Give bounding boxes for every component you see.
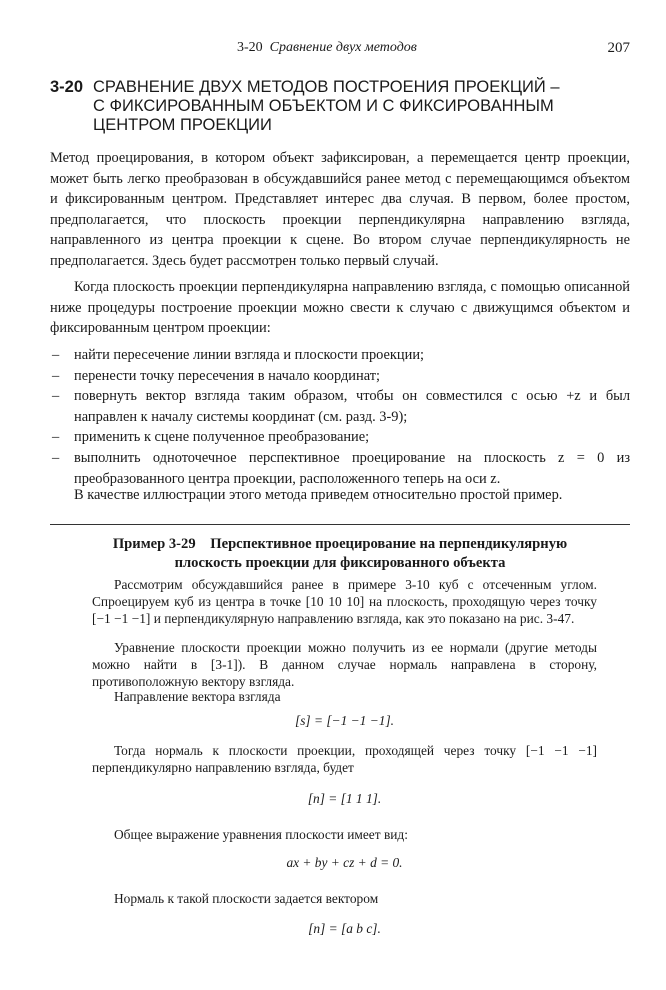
paragraph-2-text: Когда плоскость проекции перпендикулярна направлению взгляда, с помощью описанной ниже процедуры построение проекции можно свести к случаю с движущимся объектом и фиксированным центром проекции: xyxy=(50,279,630,337)
example-text-6: Нормаль к такой плоскости задается вектором xyxy=(114,891,379,906)
paragraph-1: Метод проецирования, в котором объект зафиксирован, а перемещается центр проекции, может быть легко преобразован в обсуждавшийся ранее метод с перемещающимся объектом и фиксированным центром. Представляет интерес два случая. В первом, более простом, предполагается, что плоскость проекции перпендикулярна направлению взгляда, направленного из центра проекции к сцене. Во втором случае перпендикулярность не предполагается. Здесь будет рассмотрен только первый случай. xyxy=(50,150,630,269)
section-heading xyxy=(50,78,630,135)
equation-normal: [n] = [1 1 1]. xyxy=(307,791,382,806)
section-title-line-2: С ФИКСИРОВАННЫМ ОБЪЕКТОМ И С ФИКСИРОВАННЫМ xyxy=(93,97,554,115)
page-number: 207 xyxy=(607,40,630,56)
section-title-line-3: ЦЕНТРОМ ПРОЕКЦИИ xyxy=(93,116,272,134)
example-title-line-1: Перспективное проецирование на перпендикулярную xyxy=(210,536,568,552)
procedure-list xyxy=(50,345,630,489)
example-text-5: Общее выражение уравнения плоскости имеет вид: xyxy=(114,827,408,842)
list-item: – перенести точку пересечения в начало координат; xyxy=(50,366,630,387)
list-item: – выполнить одноточечное перспективное проецирование на плоскость z = 0 из преобразованного центра проекции, расположенного теперь на оси z. xyxy=(50,448,630,489)
example-title-line-2: плоскость проекции для фиксированного объекта xyxy=(174,555,506,571)
equation-plane-normal: [n] = [a b c]. xyxy=(308,921,381,936)
section-title-line-1: СРАВНЕНИЕ ДВУХ МЕТОДОВ ПОСТРОЕНИЯ ПРОЕКЦИЙ – xyxy=(93,78,560,96)
list-item: – применить к сцене полученное преобразование; xyxy=(50,427,630,448)
example-heading-line-1 xyxy=(50,535,630,554)
header-running-title: Сравнение двух методов xyxy=(269,40,417,55)
header-section-ref: 3-20 xyxy=(237,40,263,55)
example-text-3: Направление вектора взгляда xyxy=(114,689,281,704)
paragraph-3-text: В качестве иллюстрации этого метода приведем относительно простой пример. xyxy=(74,487,563,503)
list-item: – повернуть вектор взгляда таким образом, чтобы он совместился с осью +z и был направлен к началу системы координат (см. разд. 3-9); xyxy=(50,386,630,427)
example-text-2: Уравнение плоскости проекции можно получить из ее нормали (другие методы можно найти в [3-1]). В данном случае нормаль направлена в сторону, противоположную вектору взгляда. xyxy=(92,640,597,690)
equation-view-vector: [s] = [−1 −1 −1]. xyxy=(294,713,395,728)
list-item: – найти пересечение линии взгляда и плоскости проекции; xyxy=(50,345,630,366)
paragraph-2 xyxy=(50,277,630,339)
example-label: Пример 3-29 xyxy=(112,536,196,552)
section-title xyxy=(93,78,630,135)
example-text-4: Тогда нормаль к плоскости проекции, проходящей через точку [−1 −1 −1] перпендикулярно направлению взгляда, будет xyxy=(92,743,597,776)
divider xyxy=(50,524,630,525)
running-title xyxy=(237,40,417,56)
running-header xyxy=(0,40,666,60)
example-heading xyxy=(50,535,630,573)
paragraph-3 xyxy=(50,485,630,506)
section-number: 3-20 xyxy=(50,78,84,96)
example-text-1: Рассмотрим обсуждавшийся ранее в примере 3-10 куб с отсеченным углом. Спроецируем куб из центра в точке [10 10 10] на плоскость, проходящую через точку [−1 −1 −1] и перпендикулярную направлению взгляда, как это показано на рис. 3-47. xyxy=(92,577,597,627)
equation-plane: ax + by + cz + d = 0. xyxy=(286,855,403,870)
